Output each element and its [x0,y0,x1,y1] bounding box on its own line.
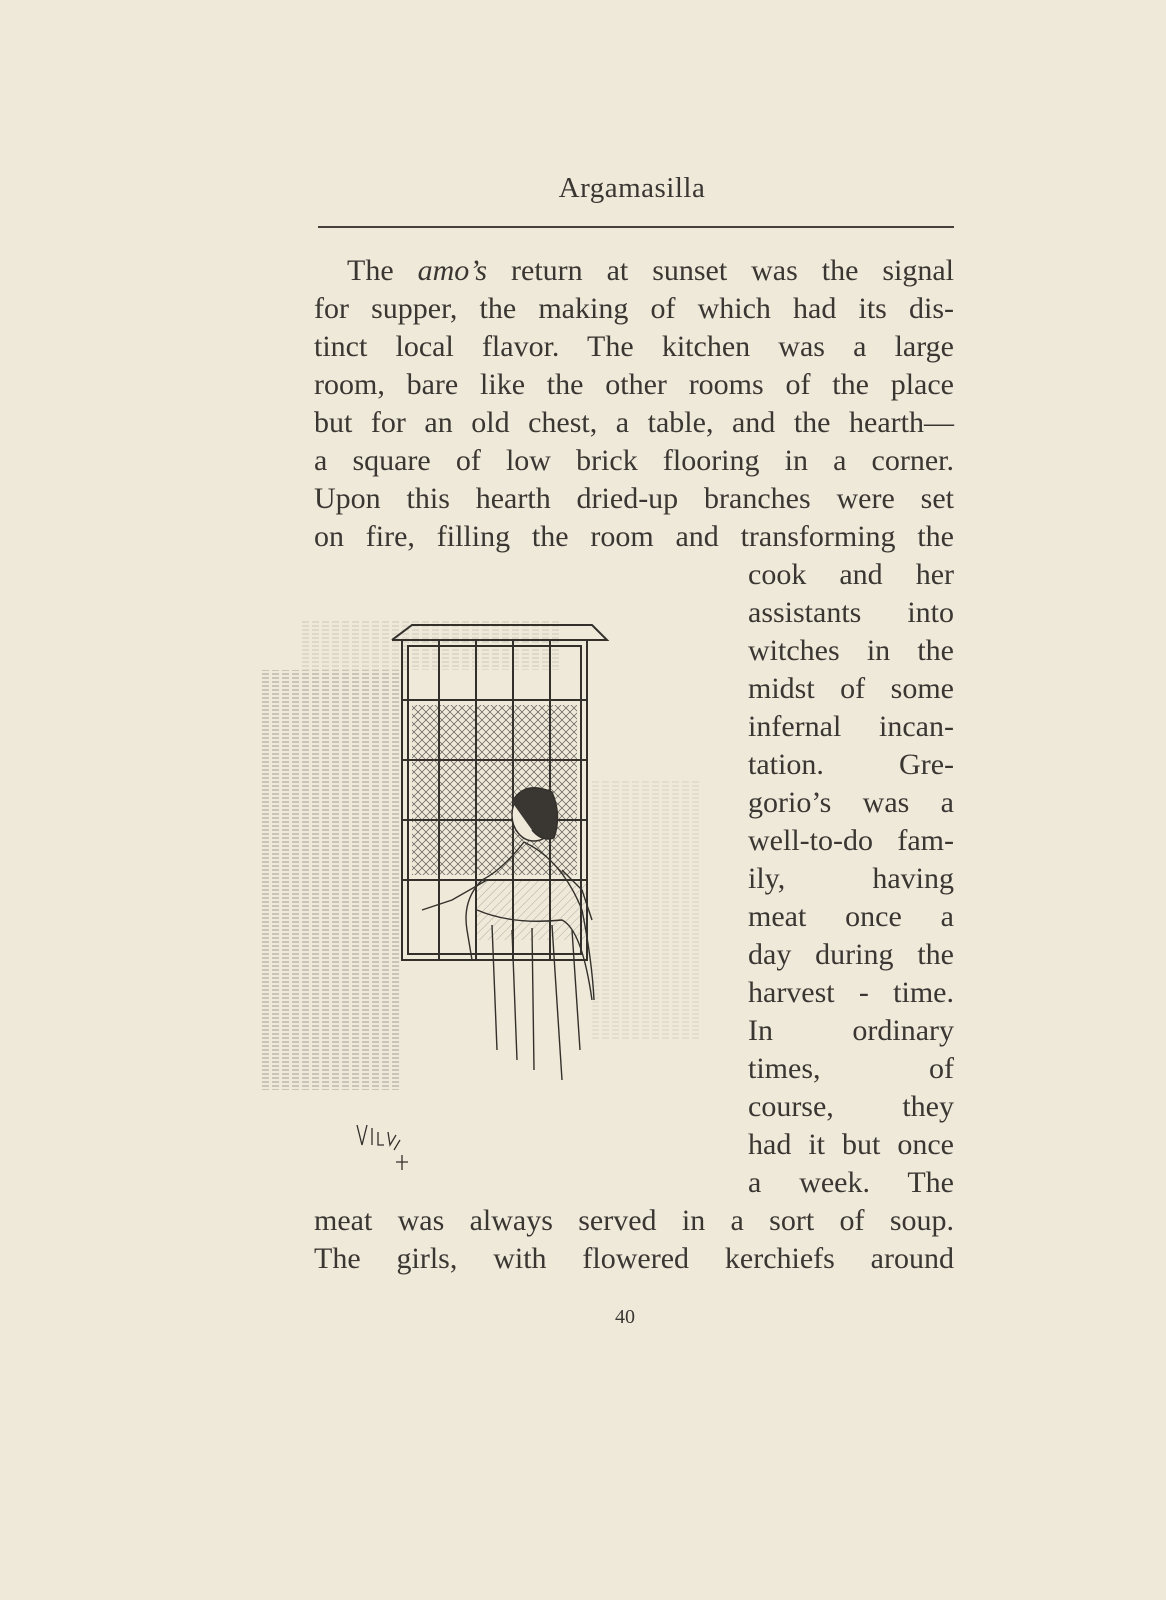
text-line: but for an old chest, a table, and the hearth— [314,406,954,439]
text-line: The girls, with flowered kerchiefs around [314,1242,954,1275]
wrap-line: had it but once [748,1128,954,1161]
text-line: The amo’s return at sunset was the signal [347,254,955,287]
wrap-line: cook and her [748,558,954,591]
text-line: room, bare like the other rooms of the place [314,368,954,401]
text-line: for supper, the making of which had its dis- [314,292,954,325]
wrap-line: witches in the [748,634,954,667]
artist-signature [357,1125,408,1170]
wrap-line: midst of some [748,672,954,705]
wrap-line: a week. The [748,1166,954,1199]
text-line: a square of low brick flooring in a corner. [314,444,954,477]
text-line: meat was always served in a sort of soup. [314,1204,954,1237]
wrap-line: meat once a [748,900,954,933]
woman-at-barred-window-illustration [262,580,712,1200]
wrap-line: In ordinary [748,1014,954,1047]
wrap-line: course, they [748,1090,954,1123]
text-line: tinct local flavor. The kitchen was a large [314,330,954,363]
wrap-line: tation. Gre- [748,748,954,781]
wrap-line: day during the [748,938,954,971]
wrap-line: gorio’s was a [748,786,954,819]
wrap-line: assistants into [748,596,954,629]
text-line: on fire, filling the room and transforming the [314,520,954,553]
wrap-line: well-to-do fam- [748,824,954,857]
wrap-line: infernal incan- [748,710,954,743]
header-rule [318,226,954,228]
wrap-line: times, of [748,1052,954,1085]
wrap-line: ily, having [748,862,954,895]
running-title: Argamasilla [558,172,706,204]
text-line: Upon this hearth dried-up branches were set [314,482,954,515]
page-number: 40 [615,1306,635,1328]
wrap-line: harvest - time. [748,976,954,1009]
